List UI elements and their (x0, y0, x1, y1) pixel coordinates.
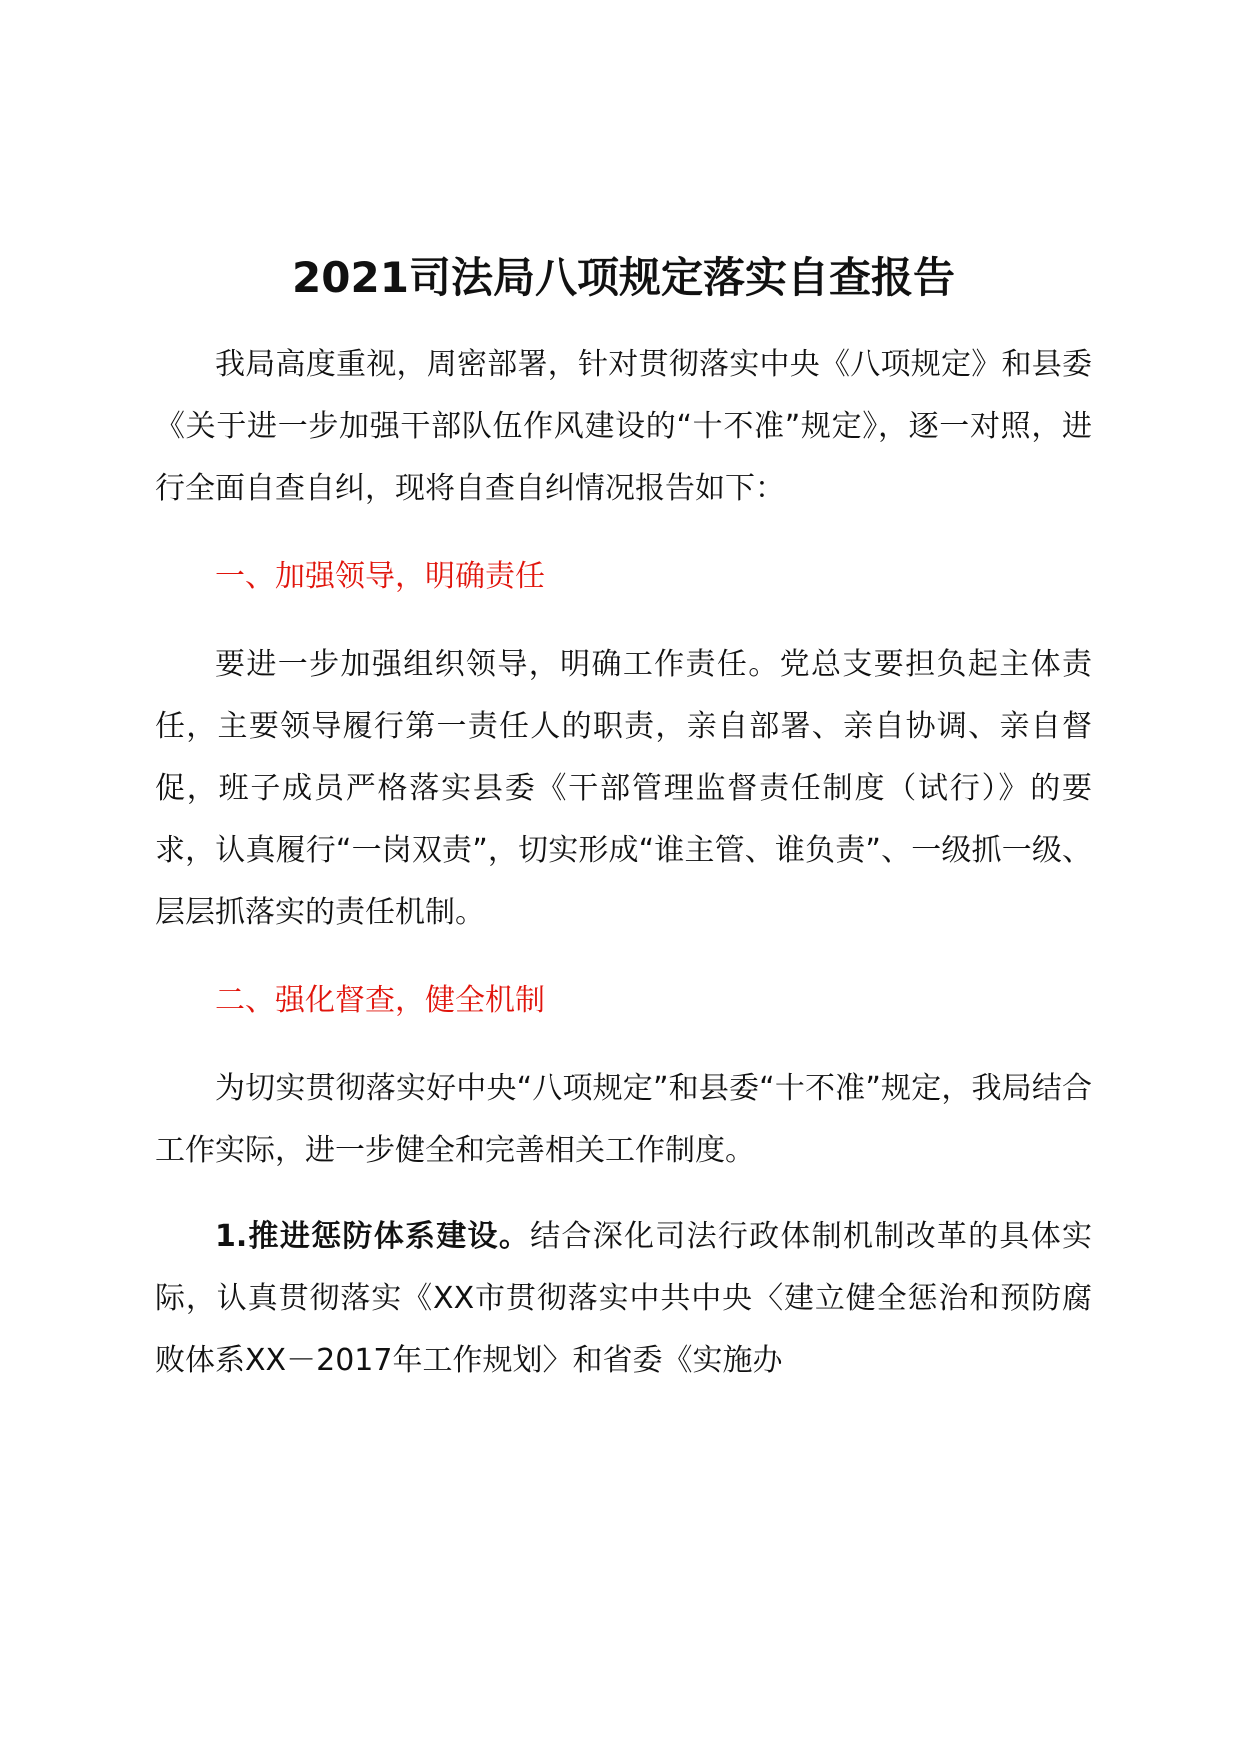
intro-paragraph: 我局高度重视，周密部署，针对贯彻落实中央《八项规定》和县委《关于进一步加强干部队伍作风建设的“十不准”规定》，逐一对照，进行全面自查自纠，现将自查自纠情况报告如下： (155, 347, 1092, 506)
section-2-heading: 二、强化督查，健全机制 (215, 983, 545, 1018)
item-1-lead: 1.推进惩防体系建设。 (215, 1219, 531, 1254)
document-body (155, 250, 1092, 1392)
section-1-paragraph: 要进一步加强组织领导，明确工作责任。党总支要担负起主体责任，主要领导履行第一责任人的职责，亲自部署、亲自协调、亲自督促，班子成员严格落实县委《干部管理监督责任制度（试行）》的要求，认真履行“一岗双责”，切实形成“谁主管、谁负责”、一级抓一级、层层抓落实的责任机制。 (155, 647, 1092, 930)
section-2-paragraph: 为切实贯彻落实好中央“八项规定”和县委“十不准”规定，我局结合工作实际，进一步健全和完善相关工作制度。 (155, 1071, 1092, 1168)
section-2-item-1 (155, 1206, 1092, 1392)
item-1-body: 结合深化司法行政体制机制改革的具体实际，认真贯彻落实《XX市贯彻落实中共中央〈建立健全惩治和预防腐败体系XX－2017年工作规划〉和省委《实施办 (155, 1219, 1093, 1378)
section-1-heading: 一、加强领导，明确责任 (215, 559, 545, 594)
document-title: 2021司法局八项规定落实自查报告 (292, 253, 955, 302)
